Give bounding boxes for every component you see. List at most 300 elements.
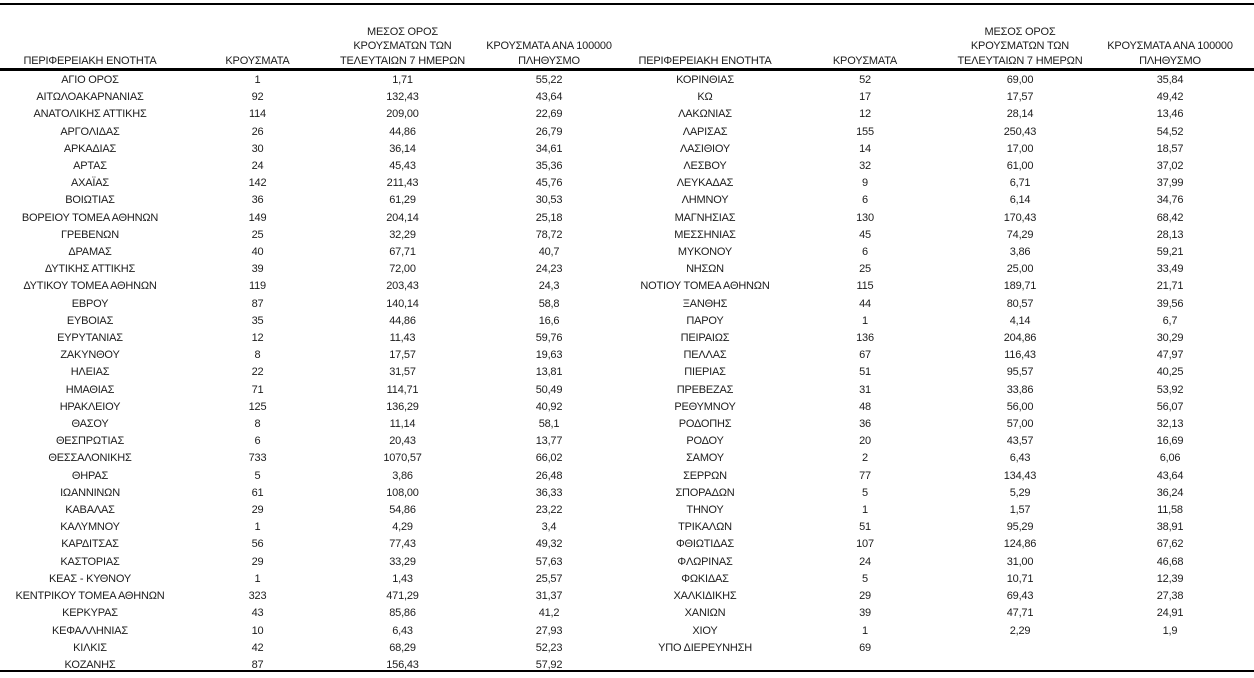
table-row — [630, 313, 1250, 330]
region-cell: ΔΡΑΜΑΣ — [68, 246, 112, 259]
avg7-cell: 17,57 — [389, 349, 416, 362]
cases-cell: 107 — [856, 538, 874, 551]
per100k-cell: 23,22 — [535, 504, 563, 517]
region-cell: ΠΕΙΡΑΙΩΣ — [680, 332, 730, 345]
table-row — [0, 399, 628, 416]
per100k-cell: 27,93 — [535, 624, 563, 637]
region-cell: ΚΟΖΑΝΗΣ — [64, 658, 116, 671]
per100k-header-line1: ΚΡΟΥΣΜΑΤΑ ΑΝΑ 100000 — [486, 40, 612, 52]
region-cell: ΚΕΝΤΡΙΚΟΥ ΤΟΜΕΑ ΑΘΗΝΩΝ — [15, 590, 165, 603]
per100k-cell: 57,92 — [535, 658, 563, 671]
avg7-cell: 2,29 — [1009, 624, 1031, 637]
per100k-cell: 26,79 — [535, 125, 563, 138]
avg7-cell: 3,86 — [1009, 246, 1031, 259]
regional-units-table-left — [0, 5, 628, 674]
region-cell: ΞΑΝΘΗΣ — [682, 297, 728, 310]
cases-cell: 51 — [859, 521, 871, 534]
table-row — [630, 175, 1250, 192]
avg7-header-line1: ΜΕΣΟΣ ΟΡΟΣ — [367, 25, 438, 38]
per100k-cell: 12,39 — [1156, 572, 1184, 585]
per100k-cell: 54,52 — [1156, 125, 1184, 138]
table-row — [630, 640, 1250, 657]
table-row — [630, 192, 1250, 209]
avg7-cell: 69,00 — [1006, 74, 1034, 86]
per100k-header-line2: ΠΛΗΘΥΣΜΟ — [1139, 54, 1201, 67]
avg7-cell: 69,43 — [1006, 590, 1034, 603]
per100k-cell: 39,56 — [1156, 297, 1184, 310]
per100k-header-line2: ΠΛΗΘΥΣΜΟ — [518, 54, 580, 67]
cases-cell: 36 — [859, 418, 871, 431]
per100k-cell: 66,02 — [535, 452, 563, 465]
cases-header — [780, 5, 950, 72]
table-row — [630, 571, 1250, 588]
region-cell: ΚΩ — [697, 91, 713, 104]
table-row — [630, 261, 1250, 278]
per100k-cell: 35,36 — [535, 160, 563, 173]
per100k-cell: 59,21 — [1156, 246, 1184, 259]
region-cell: ΚΑΣΤΟΡΙΑΣ — [60, 555, 120, 568]
region-cell: ΚΑΡΔΙΤΣΑΣ — [61, 538, 119, 551]
region-cell: ΧΙΟΥ — [692, 624, 718, 637]
region-cell: ΙΩΑΝΝΙΝΩΝ — [60, 486, 120, 499]
per100k-header — [1090, 5, 1250, 72]
per100k-cell: 40,25 — [1156, 366, 1184, 379]
cases-cell: 1 — [254, 74, 261, 86]
region-cell: ΚΕΦΑΛΛΗΝΙΑΣ — [51, 624, 129, 637]
cases-cell: 6 — [862, 194, 868, 207]
per100k-cell: 6,7 — [1162, 314, 1178, 327]
table-body-right — [630, 72, 1250, 657]
avg7-cell: 124,86 — [1003, 538, 1037, 551]
avg7-cell: 1,57 — [1009, 504, 1031, 517]
avg7-cell: 156,43 — [386, 658, 419, 671]
cases-cell: 25 — [251, 228, 264, 241]
avg7-cell: 4,29 — [392, 521, 413, 534]
table-row — [0, 382, 628, 399]
per100k-cell: 22,69 — [535, 108, 563, 121]
cases-cell: 14 — [859, 142, 871, 155]
table-row — [0, 519, 628, 536]
avg7-cell: 33,29 — [389, 555, 416, 568]
avg7-cell: 1070,57 — [383, 452, 422, 465]
avg7-header-line1: ΜΕΣΟΣ ΟΡΟΣ — [984, 25, 1056, 38]
region-header-label: ΠΕΡΙΦΕΡΕΙΑΚΗ ΕΝΟΤΗΤΑ — [638, 54, 772, 67]
avg7-cell: 471,29 — [386, 590, 419, 603]
cases-cell: 24 — [859, 555, 871, 568]
table-row — [0, 278, 628, 295]
per100k-cell: 68,42 — [1156, 211, 1184, 224]
region-cell: ΡΟΔΟΠΗΣ — [678, 418, 732, 431]
per100k-cell: 52,23 — [535, 641, 563, 654]
cases-cell: 31 — [859, 383, 871, 396]
cases-cell: 1 — [254, 572, 261, 585]
avg7-cell: 61,00 — [1006, 160, 1034, 173]
per100k-cell: 31,37 — [535, 590, 563, 603]
region-cell: ΠΕΛΛΑΣ — [683, 349, 727, 362]
region-cell: ΚΕΡΚΥΡΑΣ — [62, 607, 118, 620]
avg7-header-line2: ΚΡΟΥΣΜΑΤΩΝ ΤΩΝ — [970, 40, 1070, 52]
cases-cell: 45 — [859, 228, 871, 241]
region-cell: ΕΒΡΟΥ — [71, 297, 109, 310]
region-cell: ΚΑΒΑΛΑΣ — [65, 504, 115, 517]
per100k-cell: 28,13 — [1156, 228, 1184, 241]
avg7-cell: 31,57 — [389, 366, 416, 379]
avg7-cell: 204,86 — [1003, 332, 1037, 345]
table-row — [0, 330, 628, 347]
cases-cell: 26 — [251, 125, 264, 138]
cases-cell: 71 — [251, 383, 264, 396]
table-row — [0, 106, 628, 123]
avg7-cell: 56,00 — [1006, 400, 1034, 413]
per100k-cell: 13,46 — [1156, 108, 1184, 121]
region-cell: ΛΑΣΙΘΙΟΥ — [679, 142, 731, 155]
region-cell: ΑΓΙΟ ΟΡΟΣ — [61, 74, 119, 86]
per100k-cell: 19,63 — [535, 349, 563, 362]
region-cell: ΣΑΜΟΥ — [686, 452, 724, 465]
table-row — [0, 605, 628, 622]
avg7-cell: 203,43 — [386, 280, 419, 293]
table-row — [0, 158, 628, 175]
table-row — [0, 141, 628, 158]
region-cell: ΠΡΕΒΕΖΑΣ — [676, 383, 734, 396]
region-cell: ΒΟΙΩΤΙΑΣ — [65, 194, 115, 207]
avg7-header — [335, 5, 470, 72]
table-row — [630, 364, 1250, 381]
cases-header-label: ΚΡΟΥΣΜΑΤΑ — [225, 54, 290, 67]
region-cell: ΘΑΣΟΥ — [71, 418, 109, 431]
per100k-cell: 30,29 — [1156, 332, 1184, 345]
table-row — [0, 72, 628, 89]
avg7-header-line3: ΤΕΛΕΥΤΑΙΩΝ 7 ΗΜΕΡΩΝ — [957, 54, 1083, 67]
per100k-cell: 59,76 — [535, 332, 563, 345]
table-row — [0, 244, 628, 261]
table-row — [0, 554, 628, 571]
cases-cell: 12 — [251, 332, 264, 345]
per100k-cell: 37,99 — [1156, 177, 1184, 190]
region-cell: ΑΡΚΑΔΙΑΣ — [63, 142, 117, 155]
cases-cell: 2 — [862, 452, 868, 465]
region-cell: ΧΑΛΚΙΔΙΚΗΣ — [673, 590, 737, 603]
table-row — [0, 468, 628, 485]
cases-cell: 61 — [251, 486, 264, 499]
region-cell: ΒΟΡΕΙΟΥ ΤΟΜΕΑ ΑΘΗΝΩΝ — [21, 211, 159, 224]
per100k-cell: 37,02 — [1156, 160, 1184, 173]
cases-cell: 32 — [859, 160, 871, 173]
avg7-cell: 31,00 — [1006, 555, 1034, 568]
table-row — [630, 210, 1250, 227]
cases-cell: 9 — [862, 177, 868, 190]
avg7-cell: 6,14 — [1009, 194, 1031, 207]
per100k-cell: 45,76 — [535, 177, 563, 190]
cases-cell: 1 — [862, 624, 868, 637]
avg7-cell: 189,71 — [1003, 280, 1037, 293]
per100k-cell: 43,64 — [535, 91, 563, 104]
cases-cell: 39 — [251, 263, 264, 276]
table-row — [630, 519, 1250, 536]
table-row — [0, 502, 628, 519]
region-cell: ΕΥΡΥΤΑΝΙΑΣ — [57, 332, 123, 345]
region-cell: ΚΑΛΥΜΝΟΥ — [60, 521, 120, 534]
region-cell: ΡΟΔΟΥ — [686, 435, 724, 448]
avg7-cell: 204,14 — [386, 211, 419, 224]
table-row — [630, 278, 1250, 295]
table-row — [0, 347, 628, 364]
per100k-cell: 40,92 — [535, 400, 563, 413]
cases-cell: 6 — [862, 246, 868, 259]
per100k-cell: 47,97 — [1156, 349, 1184, 362]
per100k-cell — [1090, 640, 1250, 657]
cases-cell: 8 — [254, 418, 261, 431]
avg7-cell: 11,14 — [389, 418, 416, 431]
per100k-cell: 56,07 — [1156, 400, 1184, 413]
region-cell: ΕΥΒΟΙΑΣ — [66, 314, 114, 327]
region-cell: ΓΡΕΒΕΝΩΝ — [61, 228, 119, 241]
per100k-header-line1: ΚΡΟΥΣΜΑΤΑ ΑΝΑ 100000 — [1107, 40, 1233, 52]
table-row — [630, 158, 1250, 175]
avg7-cell: 32,29 — [389, 228, 416, 241]
table-row — [630, 588, 1250, 605]
table-row — [0, 227, 628, 244]
region-cell: ΜΥΚΟΝΟΥ — [677, 246, 733, 259]
per100k-cell: 13,77 — [535, 435, 563, 448]
cases-cell: 35 — [251, 314, 264, 327]
per100k-cell: 13,81 — [535, 366, 563, 379]
table-row — [0, 588, 628, 605]
region-cell: ΛΑΚΩΝΙΑΣ — [678, 108, 732, 121]
per100k-cell: 34,61 — [535, 142, 563, 155]
cases-cell: 5 — [254, 469, 261, 482]
table-row — [0, 364, 628, 381]
per100k-cell: 6,06 — [1159, 452, 1181, 465]
avg7-cell: 47,71 — [1006, 607, 1034, 620]
table-row — [630, 124, 1250, 141]
region-cell: ΤΗΝΟΥ — [686, 504, 724, 517]
avg7-cell: 6,71 — [1009, 177, 1031, 190]
avg7-header-line2: ΚΡΟΥΣΜΑΤΩΝ ΤΩΝ — [353, 40, 452, 52]
per100k-cell: 49,42 — [1156, 91, 1184, 104]
table-row — [630, 502, 1250, 519]
cases-cell: 92 — [251, 91, 264, 104]
per100k-cell: 24,3 — [538, 280, 560, 293]
per100k-cell: 58,8 — [538, 297, 560, 310]
cases-cell: 115 — [856, 280, 874, 293]
cases-cell: 323 — [248, 590, 267, 603]
avg7-cell: 6,43 — [392, 624, 413, 637]
avg7-cell: 209,00 — [386, 108, 419, 121]
avg7-cell: 3,86 — [392, 469, 413, 482]
cases-cell: 77 — [859, 469, 871, 482]
avg7-cell: 20,43 — [389, 435, 416, 448]
avg7-header — [950, 5, 1090, 72]
avg7-cell: 61,29 — [389, 194, 416, 207]
table-header-row — [0, 5, 628, 72]
table-row — [0, 433, 628, 450]
per100k-cell: 11,58 — [1157, 504, 1183, 517]
per100k-cell: 36,33 — [535, 486, 563, 499]
table-row — [630, 554, 1250, 571]
table-row — [0, 313, 628, 330]
avg7-cell: 134,43 — [1003, 469, 1037, 482]
cases-cell: 8 — [254, 349, 261, 362]
table-row — [630, 330, 1250, 347]
cases-cell: 17 — [859, 91, 871, 104]
region-cell: ΘΕΣΣΑΛΟΝΙΚΗΣ — [48, 452, 132, 465]
cases-cell: 20 — [859, 435, 871, 448]
avg7-cell: 108,00 — [386, 486, 419, 499]
avg7-cell: 85,86 — [389, 607, 416, 620]
avg7-cell: 44,86 — [389, 125, 416, 138]
cases-header — [180, 5, 335, 72]
table-row — [0, 124, 628, 141]
region-cell: ΛΕΥΚΑΔΑΣ — [676, 177, 734, 190]
avg7-cell: 140,14 — [386, 297, 419, 310]
avg7-cell: 77,43 — [389, 538, 416, 551]
avg7-cell: 250,43 — [1003, 125, 1037, 138]
cases-cell: 119 — [249, 280, 266, 293]
region-cell: ΜΕΣΣΗΝΙΑΣ — [674, 228, 736, 241]
avg7-cell: 95,29 — [1006, 521, 1034, 534]
region-cell: ΜΑΓΝΗΣΙΑΣ — [674, 211, 736, 224]
per100k-cell: 16,69 — [1156, 435, 1184, 448]
per100k-cell: 35,84 — [1156, 74, 1184, 86]
region-cell: ΗΜΑΘΙΑΣ — [65, 383, 115, 396]
cases-cell: 12 — [859, 108, 871, 121]
per100k-cell: 36,24 — [1156, 486, 1184, 499]
region-cell: ΛΕΣΒΟΥ — [683, 160, 727, 173]
region-cell: ΣΠΟΡΑΔΩΝ — [675, 486, 735, 499]
cases-cell: 44 — [859, 297, 871, 310]
avg7-cell: 114,71 — [386, 383, 419, 396]
cases-cell: 1 — [862, 314, 868, 327]
per100k-cell: 18,57 — [1156, 142, 1184, 155]
cases-cell: 130 — [856, 211, 874, 224]
per100k-cell: 50,49 — [535, 383, 563, 396]
cases-cell: 87 — [251, 658, 264, 671]
region-cell: ΥΠΟ ΔΙΕΡΕΥΝΗΣΗ — [658, 641, 752, 654]
cases-cell: 56 — [251, 538, 264, 551]
cases-cell: 24 — [251, 160, 264, 173]
table-row — [0, 536, 628, 553]
cases-cell: 40 — [251, 246, 264, 259]
table-row — [630, 450, 1250, 467]
table-row — [630, 416, 1250, 433]
per100k-cell: 55,22 — [535, 74, 563, 86]
cases-cell: 114 — [249, 108, 266, 121]
table-row — [630, 141, 1250, 158]
region-cell: ΚΟΡΙΝΘΙΑΣ — [676, 74, 734, 86]
table-row — [630, 536, 1250, 553]
avg7-cell: 6,43 — [1009, 452, 1031, 465]
region-cell: ΤΡΙΚΑΛΩΝ — [678, 521, 732, 534]
avg7-cell: 72,00 — [389, 263, 416, 276]
table-row — [0, 416, 628, 433]
cases-cell: 29 — [251, 504, 264, 517]
region-cell: ΠΑΡΟΥ — [686, 314, 724, 327]
avg7-cell: 44,86 — [389, 314, 416, 327]
per100k-cell: 25,57 — [535, 572, 563, 585]
region-cell: ΛΑΡΙΣΑΣ — [682, 125, 728, 138]
per100k-cell: 34,76 — [1156, 194, 1184, 207]
cases-cell: 36 — [251, 194, 264, 207]
cases-cell: 29 — [251, 555, 264, 568]
table-row — [630, 382, 1250, 399]
avg7-cell: 68,29 — [389, 641, 416, 654]
avg7-cell: 43,57 — [1006, 435, 1034, 448]
per100k-cell: 21,71 — [1156, 280, 1184, 293]
cases-cell: 6 — [254, 435, 261, 448]
avg7-cell: 4,14 — [1009, 314, 1031, 327]
table-row — [630, 623, 1250, 640]
cases-cell: 52 — [859, 74, 871, 86]
table-row — [0, 657, 628, 674]
per100k-cell: 33,49 — [1156, 263, 1184, 276]
per100k-cell: 67,62 — [1156, 538, 1184, 551]
table-header-row — [630, 5, 1250, 72]
per100k-cell: 78,72 — [535, 228, 563, 241]
cases-cell: 69 — [859, 641, 871, 654]
cases-cell: 22 — [251, 366, 264, 379]
cases-cell: 155 — [856, 125, 874, 138]
avg7-cell: 80,57 — [1006, 297, 1034, 310]
cases-cell: 10 — [251, 624, 264, 637]
cases-cell: 39 — [859, 607, 871, 620]
per100k-cell: 57,63 — [535, 555, 563, 568]
avg7-cell: 45,43 — [389, 160, 416, 173]
avg7-cell: 10,71 — [1006, 572, 1034, 585]
table-row — [630, 89, 1250, 106]
avg7-cell: 136,29 — [386, 400, 419, 413]
table-row — [630, 485, 1250, 502]
region-cell: ΝΗΣΩΝ — [686, 263, 724, 276]
cases-cell: 1 — [254, 521, 261, 534]
avg7-cell: 25,00 — [1006, 263, 1034, 276]
region-cell: ΔΥΤΙΚΟΥ ΤΟΜΕΑ ΑΘΗΝΩΝ — [23, 280, 157, 293]
avg7-cell: 211,43 — [386, 177, 419, 190]
table-row — [630, 399, 1250, 416]
per100k-cell: 38,91 — [1156, 521, 1184, 534]
avg7-header-line3: ΤΕΛΕΥΤΑΙΩΝ 7 ΗΜΕΡΩΝ — [340, 54, 465, 67]
avg7-cell: 17,00 — [1006, 142, 1034, 155]
region-cell: ΑΡΓΟΛΙΔΑΣ — [60, 125, 120, 138]
table-row — [0, 450, 628, 467]
region-header — [0, 5, 180, 72]
table-body-left — [0, 72, 628, 674]
avg7-cell — [950, 640, 1090, 657]
per100k-cell: 46,68 — [1156, 555, 1184, 568]
cases-cell: 733 — [248, 452, 267, 465]
per100k-cell: 16,6 — [538, 314, 560, 327]
table-row — [0, 210, 628, 227]
table-row — [0, 175, 628, 192]
region-cell: ΔΥΤΙΚΗΣ ΑΤΤΙΚΗΣ — [44, 263, 136, 276]
avg7-cell: 17,57 — [1006, 91, 1034, 104]
region-cell: ΦΩΚΙΔΑΣ — [681, 572, 729, 585]
cases-cell: 1 — [862, 504, 868, 517]
cases-cell: 30 — [251, 142, 264, 155]
region-cell: ΝΟΤΙΟΥ ΤΟΜΕΑ ΑΘΗΝΩΝ — [640, 280, 770, 293]
region-cell: ΚΙΛΚΙΣ — [73, 641, 107, 654]
cases-cell: 42 — [251, 641, 264, 654]
table-row — [630, 227, 1250, 244]
avg7-cell: 74,29 — [1006, 228, 1034, 241]
table-row — [0, 296, 628, 313]
cases-cell: 67 — [859, 349, 871, 362]
cases-cell: 87 — [251, 297, 264, 310]
table-row — [630, 468, 1250, 485]
table-row — [630, 244, 1250, 261]
cases-cell: 5 — [862, 486, 868, 499]
per100k-cell: 32,13 — [1156, 418, 1184, 431]
